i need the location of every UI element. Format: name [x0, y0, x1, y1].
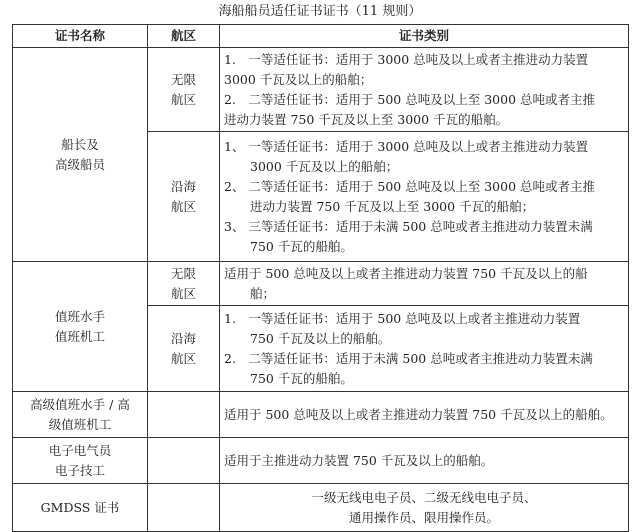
- certificate-table: [12, 24, 629, 532]
- area-unlimited: [148, 262, 220, 306]
- certificate-description: [220, 262, 629, 306]
- category-label: 船长及: [61, 136, 99, 152]
- area-empty: [148, 392, 220, 438]
- category-label: 高级船员: [54, 156, 105, 172]
- category-label: 值班水手: [54, 308, 105, 324]
- description-line: 3000 千瓦及以上的船舶；: [250, 158, 399, 174]
- description-line: 3、 三等适任证书：适用于未满 500 总吨或者主推进动力装置未满: [224, 218, 593, 234]
- category-label: GMDSS 证书: [40, 499, 120, 515]
- description-line: 750 千瓦的船舶。: [250, 370, 353, 386]
- certificate-description: [220, 306, 629, 392]
- description-line: 适用于 500 总吨及以上或者主推进动力装置 750 千瓦及以上的船舶。: [224, 406, 613, 422]
- header-certificate-class: 证书类别: [220, 25, 629, 48]
- description-line: 3000 千瓦及以上的船舶；: [224, 71, 373, 87]
- description-line: 进动力装置 750 千瓦及以上至 3000 千瓦的船舶；: [250, 198, 535, 214]
- description-line: 适用于 500 总吨及以上或者主推进动力装置 750 千瓦及以上的船: [224, 265, 588, 281]
- description-line: 750 千瓦的船舶。: [250, 238, 353, 254]
- area-empty: [148, 484, 220, 532]
- header-certificate-name: 证书名称: [13, 25, 148, 48]
- header-navigation-area: 航区: [148, 25, 220, 48]
- area-label: 沿海: [170, 178, 196, 194]
- area-empty: [148, 438, 220, 484]
- description-line: 适用于主推进动力装置 750 千瓦及以上的船舶。: [224, 452, 494, 468]
- certificate-description: [220, 48, 629, 132]
- area-label: 航区: [170, 198, 196, 214]
- table-caption: 海船船员适任证书证书（11 规则）: [218, 4, 422, 19]
- table-row: [13, 392, 629, 438]
- category-electro: [13, 438, 148, 484]
- certificate-description: [220, 392, 629, 438]
- area-label: 无限: [170, 71, 196, 87]
- certificate-description: [220, 438, 629, 484]
- area-coastal: [148, 132, 220, 262]
- area-label: 航区: [170, 91, 196, 107]
- table-row: [13, 48, 629, 132]
- description-line: 2. 二等适任证书：适用于未满 500 总吨或者主推进动力装置未满: [224, 350, 593, 366]
- description-line: 1. 一等适任证书：适用于 3000 总吨及以上或者主推进动力装置: [224, 51, 589, 67]
- category-label: 高级值班水手 / 高: [30, 396, 130, 412]
- description-line: 2. 二等适任证书：适用于 500 总吨及以上至 3000 总吨或者主推: [224, 91, 595, 107]
- table-row: [13, 484, 629, 532]
- table-row: [13, 438, 629, 484]
- description-line: 进动力装置 750 千瓦及以上至 3000 千瓦的船舶。: [224, 111, 509, 127]
- category-label: 电子电气员: [48, 442, 112, 458]
- description-line: 一级无线电电子员、二级无线电电子员、: [311, 489, 537, 505]
- description-line: 1、 一等适任证书：适用于 3000 总吨及以上或者主推进动力装置: [224, 138, 589, 154]
- category-gmdss: [13, 484, 148, 532]
- description-line: 通用操作员、限用操作员。: [348, 509, 499, 525]
- area-label: 航区: [170, 350, 196, 366]
- category-label: 电子技工: [54, 462, 105, 478]
- category-captain-officers: [13, 48, 148, 262]
- table-row: [13, 262, 629, 306]
- area-coastal: [148, 306, 220, 392]
- certificate-description: [220, 132, 629, 262]
- description-line: 舶；: [250, 285, 276, 301]
- certificate-description: [220, 484, 629, 532]
- description-line: 750 千瓦及以上的船舶。: [250, 330, 391, 346]
- description-line: 2、 二等适任证书：适用于 500 总吨及以上至 3000 总吨或者主推: [224, 178, 595, 194]
- category-watch-ratings: [13, 262, 148, 392]
- header-row: [13, 25, 629, 48]
- category-label: 级值班机工: [48, 416, 112, 432]
- area-unlimited: [148, 48, 220, 132]
- area-label: 沿海: [170, 330, 196, 346]
- category-senior-watch: [13, 392, 148, 438]
- area-label: 无限: [170, 265, 196, 281]
- description-line: 1. 一等适任证书：适用于 500 总吨及以上或者主推进动力装置: [224, 310, 581, 326]
- category-label: 值班机工: [54, 328, 105, 344]
- area-label: 航区: [170, 285, 196, 301]
